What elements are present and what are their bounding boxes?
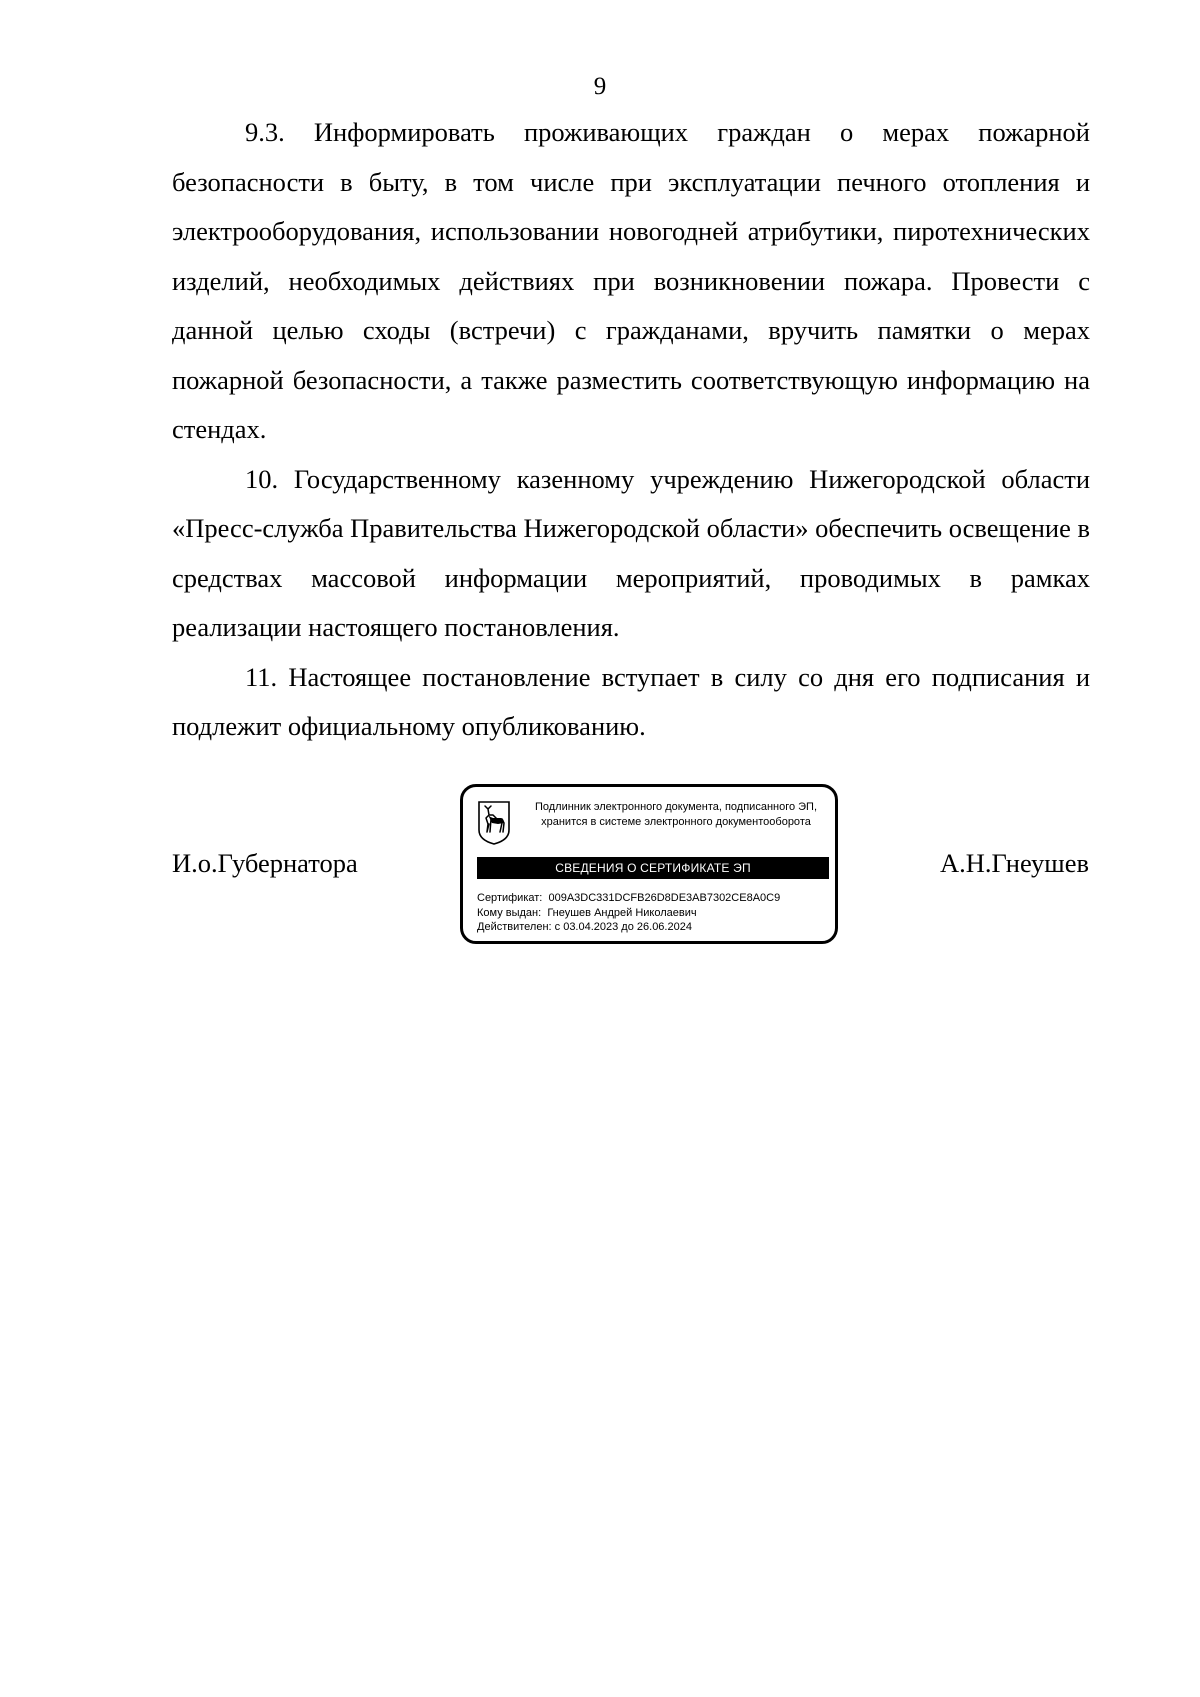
stamp-header [519,800,833,830]
signatory-name: А.Н.Гнеушев [939,848,1089,878]
stamp-header-line-2: хранится в системе электронного документооборота [541,816,811,828]
stamp-certificate-details [477,891,831,935]
certificate-row [477,891,831,906]
issued-to-value: Гнеушев Андрей Николаевич [547,906,697,919]
electronic-signature-stamp [460,784,838,944]
paragraph-9-3: 9.3. Информировать проживающих граждан о мерах пожарной безопасности в быту, в том числе при эксплуатации печного отопления и электрооборудования, использовании новогодней атрибутики, пиротехнических изделий, необходимых действиях при возникновении пожара. Провести с данной целью сходы (встречи) с гражданами, вручить памятки о мерах пожарной безопасности, а также разместить соответствующую информацию на стендах. [172,117,1090,444]
page-number: 9 [593,73,607,100]
stamp-certificate-title: СВЕДЕНИЯ О СЕРТИФИКАТЕ ЭП [477,857,829,879]
issued-to-label: Кому выдан: [477,906,542,919]
stamp-header-line-1: Подлинник электронного документа, подписанного ЭП, [534,801,818,813]
certificate-label: Сертификат: [477,892,543,904]
valid-row [477,920,831,935]
issued-to-row [477,906,831,921]
signatory-position: И.о.Губернатора [172,848,358,878]
valid-label: Действителен: [477,921,552,933]
certificate-value: 009A3DC331DCFB26D8DE3AB7302CE8A0C9 [548,892,781,904]
deer-coat-of-arms-icon [477,800,511,846]
valid-value: с 03.04.2023 до 26.06.2024 [554,921,692,933]
paragraph-10: 10. Государственному казенному учреждению Нижегородской области «Пресс-служба Правительства Нижегородской области» обеспечить освещение в средствах массовой информации мероприятий, проводимых в рамках реализации настоящего постановления. [172,463,1090,642]
paragraph-11: 11. Настоящее постановление вступает в силу со дня его подписания и подлежит официальному опубликованию. [172,661,1090,741]
document-body [172,108,1090,752]
